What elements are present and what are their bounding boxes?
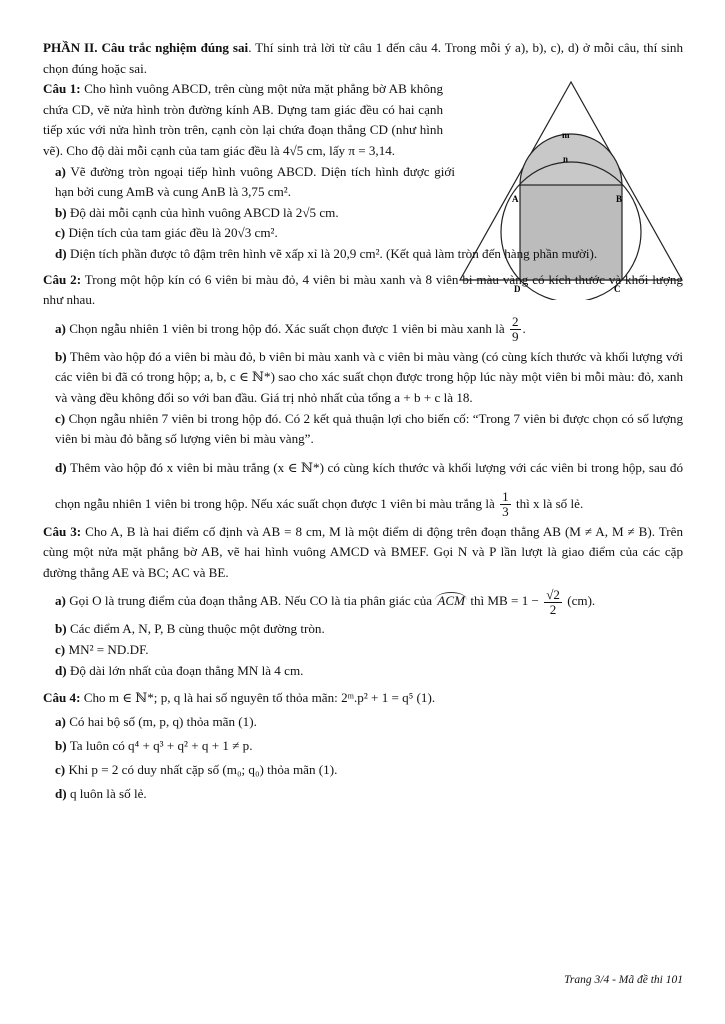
q2-d-fraction — [500, 490, 511, 519]
q4-d-text: q luôn là số lẻ. — [69, 786, 147, 802]
q2-d-label: d) — [55, 459, 67, 475]
question-4-text: Cho m ∈ ℕ*; p, q là hai số nguyên tố thỏa mãn: 2ᵐ.p² + 1 = q⁵ (1). — [83, 690, 436, 706]
q3-a-angle-arc: ACM — [437, 593, 466, 609]
q3-a-fraction — [544, 588, 562, 617]
part-heading: PHẦN II. Câu trắc nghiệm đúng sai — [43, 40, 249, 55]
q3-d-text: Độ dài lớn nhất của đoạn thẳng MN là 4 cm. — [69, 662, 304, 678]
q2-c-text: Chọn ngẫu nhiên 7 viên bi trong hộp đó. Có 2 kết quả thuận lợi cho biến cố: “Trong 7 viên bi được chọn có số lượng viên bi màu đỏ bằng số lượng viên bi màu vàng”. — [55, 410, 683, 447]
question-3-stem — [43, 522, 683, 584]
q2-a-numerator: 2 — [511, 314, 519, 330]
q3-b-text: Các điểm A, N, P, B cùng thuộc một đường tròn. — [69, 621, 325, 637]
q4-d-label: d) — [55, 786, 67, 802]
q1-c-text: Diện tích của tam giác đều là 20√3 cm². — [68, 225, 278, 241]
label-a: A — [512, 194, 519, 204]
question-4-b — [43, 734, 683, 758]
q2-b-text: Thêm vào hộp đó a viên bi màu đỏ, b viên bi màu xanh và c viên bi màu vàng (có cùng kích thước và khối lượng với các viên bi đã có trong hộp; a, b, c ∈ ℕ*) sao cho xác suất chọn được trong hộp lúc này một viên bi mỗi màu: đỏ, xanh và vàng đều không đổi so với ban đầu. Giá trị nhỏ nhất của tổng a + b + c là 18. — [55, 348, 683, 405]
question-1-a — [43, 162, 455, 203]
question-4-a — [43, 710, 683, 734]
part-instruction — [43, 38, 683, 79]
question-1-stem — [43, 79, 443, 161]
q3-c-text: MN² = ND.DF. — [68, 642, 149, 658]
question-2-c — [43, 409, 683, 450]
q3-a-denominator: 2 — [549, 601, 557, 617]
q1-a-label: a) — [55, 163, 66, 179]
question-4-d — [43, 782, 683, 806]
label-c: C — [614, 284, 621, 294]
q1-b-label: b) — [55, 204, 67, 220]
q2-b-label: b) — [55, 348, 67, 364]
question-3-d — [43, 661, 683, 682]
question-1-text: Cho hình vuông ABCD, trên cùng một nửa mặt phẳng bờ AB không chứa CD, vẽ nửa hình tròn đường kính AB. Dựng tam giác đều có hai cạnh tiếp xúc với nửa hình tròn trên, cạnh còn lại chứa đoạn thẳng CD (như hình vẽ). Cho độ dài mỗi cạnh của tam giác đều là 4√5 cm, lấy π = 3,14. — [43, 81, 443, 158]
q4-c-label: c) — [55, 762, 66, 778]
q3-a-text-1: Gọi O là trung điểm của đoạn thẳng AB. Nếu CO là tia phân giác của — [69, 593, 433, 609]
question-2-label: Câu 2: — [43, 271, 82, 287]
question-2-b — [43, 347, 683, 409]
q2-d-denominator: 3 — [502, 504, 509, 520]
page-footer: Trang 3/4 - Mã đề thi 101 — [564, 974, 683, 986]
q3-c-label: c) — [55, 642, 66, 658]
question-3-text: Cho A, B là hai điểm cố định và AB = 8 cm, M là một điểm di động trên đoạn thẳng AB (M ≠ A, M ≠ B). Trên cùng một nửa mặt phẳng bờ AB, vẽ hai hình vuông AMCD và BMEF. Gọi N và P lần lượt là giao điểm của các cặp đường thẳng AE và BC; AC và BE. — [43, 523, 683, 580]
q4-a-label: a) — [55, 714, 66, 730]
q2-c-label: c) — [55, 410, 66, 426]
q2-a-label: a) — [55, 320, 66, 336]
exam-content — [43, 38, 683, 806]
label-b: B — [616, 194, 623, 204]
question-2-text: Trong một hộp kín có 6 viên bi màu đỏ, 4 viên bi màu xanh và 8 viên bi màu vàng có kích thước và khối lượng như nhau. — [43, 271, 683, 308]
question-1-b — [43, 203, 683, 224]
q3-a-numerator: √2 — [546, 586, 560, 602]
q4-a-text: Có hai bộ số (m, p, q) thỏa mãn (1). — [69, 714, 257, 730]
question-3-c — [43, 640, 683, 661]
q3-b-label: b) — [55, 621, 67, 637]
q3-a-label: a) — [55, 593, 66, 609]
part-instruction-text: . Thí sinh trả lời từ câu 1 đến câu 4. Trong mỗi ý a), b), c), d) ở mỗi câu, thí sinh chọn đúng hoặc sai. — [43, 40, 683, 76]
question-2-stem — [43, 270, 683, 311]
question-3-b — [43, 619, 683, 640]
q1-d-text: Diện tích phần được tô đậm trên hình vẽ xấp xỉ là 20,9 cm². (Kết quả làm tròn đến hàng phần mười). — [69, 245, 598, 261]
question-2-d — [43, 450, 683, 522]
q3-a-text-3: (cm). — [567, 593, 596, 609]
question-1-label: Câu 1: — [43, 81, 81, 97]
question-3-label: Câu 3: — [43, 523, 82, 539]
question-1-d — [43, 244, 683, 265]
q1-b-text: Độ dài mỗi cạnh của hình vuông ABCD là 2√5 cm. — [69, 204, 339, 220]
question-1-c — [43, 223, 683, 244]
q1-a-text: Vẽ đường tròn ngoại tiếp hình vuông ABCD. Diện tích hình được giới hạn bởi cung AmB và cung AnB là 3,75 cm². — [55, 163, 455, 200]
q2-a-denominator: 9 — [511, 329, 519, 345]
question-2-a: a) Chọn ngẫu nhiên 1 viên bi trong hộp đó. Xác suất chọn được 1 viên bi màu xanh là $\frac{2}{9}$ . — [55, 314, 526, 345]
q3-a-text-2: thì MB = 1 − — [470, 593, 539, 609]
q1-d-label: d) — [55, 245, 67, 261]
question-4-c — [43, 758, 683, 782]
label-d: D — [514, 284, 521, 294]
question-3-a — [43, 583, 683, 619]
q4-c-text: Khi p = 2 có duy nhất cặp số (m₀; q₀) thỏa mãn (1). — [68, 762, 338, 778]
question-4-label: Câu 4: — [43, 690, 81, 706]
q1-c-label: c) — [55, 225, 66, 241]
q2-d-text-2: thì x là số lẻ. — [515, 495, 584, 511]
label-m: m — [562, 130, 570, 140]
q2-d-text-1: Thêm vào hộp đó x viên bi màu trắng (x ∈ ℕ*) có cùng kích thước và khối lượng với các viên bi trong hộp, sau đó chọn ngẫu nhiên 1 viên bi trong hộp. Nếu xác suất chọn được 1 viên bi màu trắng là — [55, 459, 683, 511]
q2-a-fraction — [510, 315, 521, 344]
q4-b-label: b) — [55, 738, 67, 754]
q2-a-text: Chọn ngẫu nhiên 1 viên bi trong hộp đó. Xác suất chọn được 1 viên bi màu xanh là — [69, 320, 505, 336]
q4-b-text: Ta luôn có q⁴ + q³ + q² + q + 1 ≠ p. — [69, 738, 253, 754]
question-4-stem — [43, 686, 683, 710]
label-n: n — [563, 154, 569, 164]
q2-d-numerator: 1 — [502, 489, 509, 505]
q3-d-label: d) — [55, 662, 67, 678]
